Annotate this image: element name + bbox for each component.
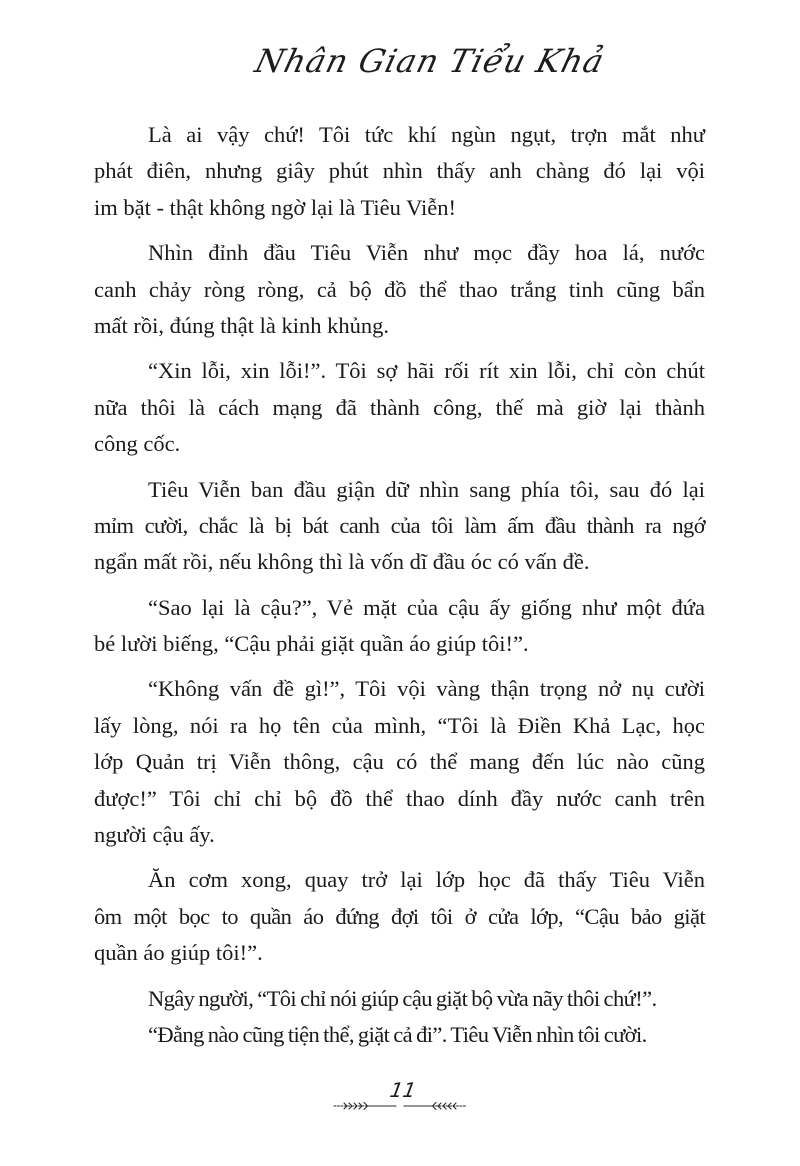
paragraph (94, 590, 705, 663)
text-line: quần áo giúp tôi!”. (94, 940, 263, 966)
text-line: bé lười biếng, “Cậu phải giặt quần áo giúp tôi!”. (94, 631, 529, 657)
text-line: Là ai vậy chứ! Tôi tức khí ngùn ngụt, trợn mắt như (148, 122, 705, 147)
body-text (94, 117, 705, 1053)
text-line: im bặt - thật không ngờ lại là Tiêu Viễn! (94, 194, 456, 220)
page-number: 11 (388, 1078, 418, 1102)
text-line: ngẩn mất rồi, nếu không thì là vốn dĩ đầu óc có vấn đề. (94, 549, 590, 575)
paragraph-gap (94, 972, 705, 981)
book-title: Nhân Gian Tiểu Khả (251, 42, 609, 80)
text-line: mất rồi, đúng thật là kinh khủng. (94, 312, 389, 338)
paragraph-gap (94, 344, 705, 353)
text-line: canh chảy ròng ròng, cả bộ đồ thể thao trắng tinh cũng bẩn (94, 276, 705, 302)
paragraph (94, 671, 705, 853)
text-line: ôm một bọc to quần áo đứng đợi tôi ở cửa lớp, “Cậu bảo giặt (94, 903, 705, 929)
paragraph (94, 862, 705, 971)
page-footer (0, 1078, 800, 1112)
text-line: “Không vấn đề gì!”, Tôi vội vàng thận trọng nở nụ cười (148, 676, 705, 702)
text-line: phát điên, nhưng giây phút nhìn thấy anh chàng đó lại vội (94, 158, 705, 184)
text-line: “Xin lỗi, xin lỗi!”. Tôi sợ hãi rối rít xin lỗi, chỉ còn chút (148, 358, 705, 384)
text-line: được!” Tôi chỉ chỉ bộ đồ thể thao dính đầy nước canh trên (94, 785, 705, 811)
paragraph (94, 472, 705, 581)
text-line: “Sao lại là cậu?”, Vẻ mặt của cậu ấy giống như một đứa (148, 594, 705, 620)
text-line: lớp Quản trị Viễn thông, cậu có thể mang đến lúc nào cũng (94, 749, 705, 775)
paragraph-gap (94, 463, 705, 472)
text-line: “Đằng nào cũng tiện thể, giặt cả đi”. Tiêu Viễn nhìn tôi cười. (148, 1021, 647, 1047)
text-line: công cốc. (94, 431, 181, 457)
paragraph-gap (94, 581, 705, 590)
paragraph (94, 235, 705, 344)
text-line: người cậu ấy. (94, 822, 215, 848)
paragraph (94, 117, 705, 226)
text-line: Tiêu Viễn ban đầu giận dữ nhìn sang phía tôi, sau đó lại (148, 476, 705, 502)
text-line: Nhìn đỉnh đầu Tiêu Viễn như mọc đầy hoa lá, nước (148, 240, 705, 266)
text-line: Ăn cơm xong, quay trở lại lớp học đã thấy Tiêu Viễn (148, 867, 705, 893)
paragraph-gap (94, 662, 705, 671)
text-line: mỉm cười, chắc là bị bát canh của tôi làm ấm đầu thành ra ngớ (94, 512, 705, 538)
paragraph (94, 353, 705, 462)
paragraph (94, 981, 705, 1017)
text-line: Ngây người, “Tôi chỉ nói giúp cậu giặt bộ vừa nãy thôi chứ!”. (148, 985, 657, 1011)
paragraph (94, 1017, 705, 1053)
running-header (0, 42, 800, 80)
text-line: nữa thôi là cách mạng đã thành công, thế mà giờ lại thành (94, 394, 705, 420)
paragraph-gap (94, 853, 705, 862)
text-line: lấy lòng, nói ra họ tên của mình, “Tôi là Điền Khả Lạc, học (94, 712, 705, 738)
paragraph-gap (94, 226, 705, 235)
